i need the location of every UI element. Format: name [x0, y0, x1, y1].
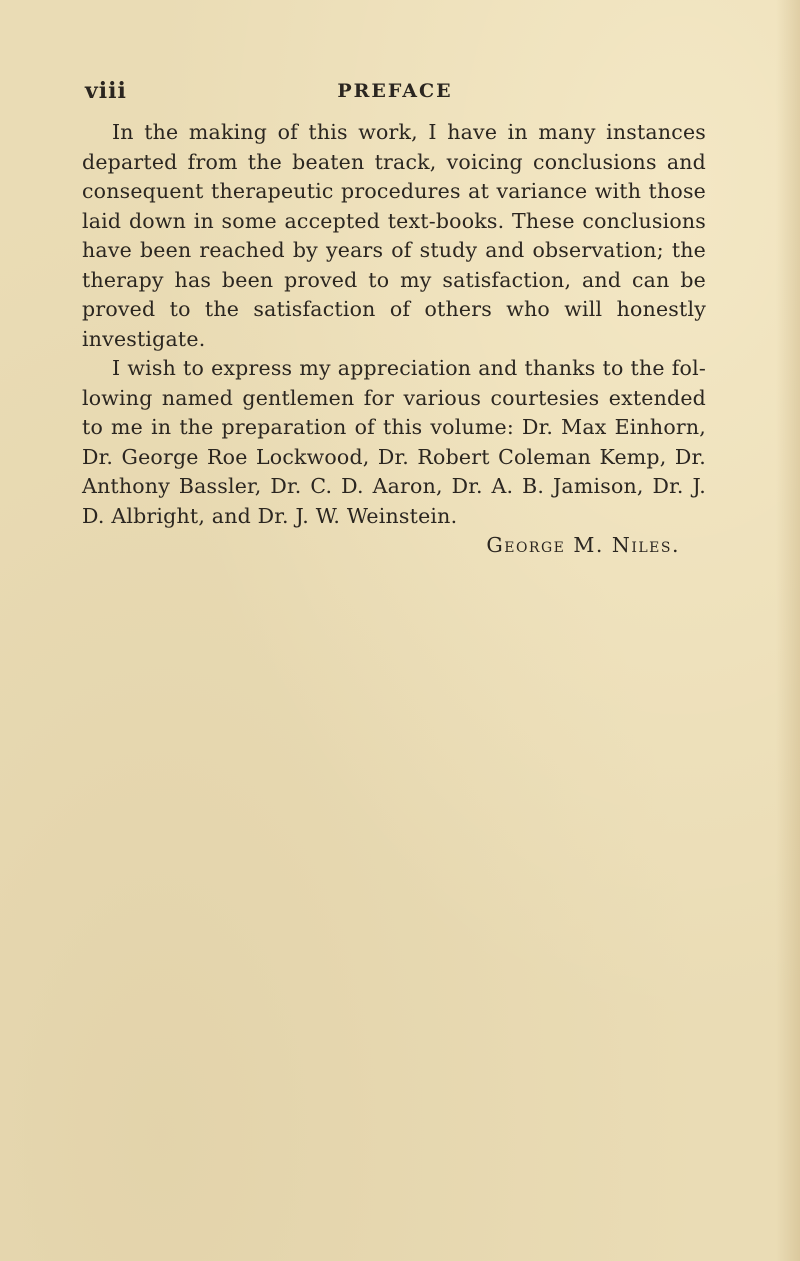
paragraph-acknowledgements: I wish to express my appreciation and thanks to the fol-lowing named gentlemen for various courtesies extended to me in the preparation of this volume: Dr. Max Einhorn, Dr. George Roe Lockwood, Dr. Robert Coleman Kemp, Dr. Anthony Bassler, Dr. C. D. Aaron, Dr. A. B. Jamison, Dr. J. D. Albright, and Dr. J. W. Weinstein.	[82, 356, 706, 528]
page-edge-shading	[776, 0, 800, 1261]
page-number: viii	[85, 78, 127, 104]
paragraph-conclusions: In the making of this work, I have in many instances departed from the beaten track, voicing conclusions and consequent therapeutic procedures at variance with those laid down in some accepted text-books. These conclusions have been reached by years of study and observation; the therapy has been proved to my satisfaction, and can be proved to the satisfaction of others who will honestly investigate.	[82, 120, 706, 351]
body-text	[82, 118, 706, 561]
running-title: PREFACE	[337, 80, 453, 102]
running-head	[85, 78, 705, 104]
author-signature: George M. Niles.	[486, 533, 680, 557]
